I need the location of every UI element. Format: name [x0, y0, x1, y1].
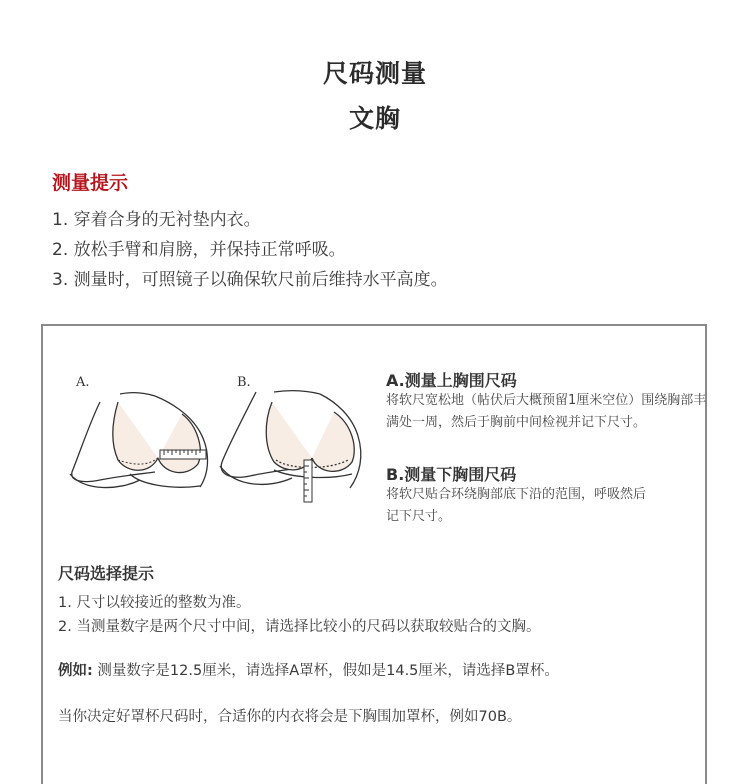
figure-a-label: A. — [76, 375, 90, 390]
list-item: 2. 放松手臂和肩膀，并保持正常呼吸。 — [52, 240, 346, 260]
measure-b-title: B.测量下胸围尺码 — [386, 465, 517, 484]
list-item: 3. 测量时，可照镜子以确保软尺前后维持水平高度。 — [52, 270, 448, 290]
measure-tips-list — [52, 206, 448, 296]
measure-a-title: A.测量上胸围尺码 — [386, 371, 517, 390]
page-subtitle: 文胸 — [348, 104, 401, 133]
example-label: 例如: — [58, 663, 93, 679]
example-line — [58, 659, 559, 680]
measure-tips-heading: 测量提示 — [52, 172, 129, 194]
measure-b-text: 将软尺贴合环绕胸部底下沿的范围，呼吸然后记下尺寸。 — [386, 487, 647, 524]
example-text: 测量数字是12.5厘米，请选择A罩杯，假如是14.5厘米，请选择B罩杯。 — [92, 663, 559, 679]
list-item: 1. 穿着合身的无衬垫内衣。 — [52, 210, 261, 230]
closing-note: 当你决定好罩杯尺码时，合适你的内衣将会是下胸围加罩杯，例如70B。 — [58, 709, 522, 725]
measure-a-text: 将软尺宽松地（帖伏后大概预留1厘米空位）围绕胸部丰满处一周，然后于胸前中间检视并记下尺寸。 — [386, 393, 707, 430]
measuring-tape-b — [304, 460, 312, 502]
figure-b-label: B. — [237, 375, 251, 390]
list-item: 1. 尺寸以较接近的整数为准。 — [58, 595, 251, 611]
figure-b-torso — [220, 391, 361, 488]
figure-a-torso — [70, 393, 208, 488]
list-item: 2. 当测量数字是两个尺寸中间，请选择比较小的尺码以获取较贴合的文胸。 — [58, 619, 541, 635]
page-title: 尺码测量 — [322, 59, 427, 88]
size-tips-list — [58, 592, 540, 640]
measurement-illustration — [60, 362, 370, 522]
size-tips-heading: 尺码选择提示 — [58, 564, 155, 583]
